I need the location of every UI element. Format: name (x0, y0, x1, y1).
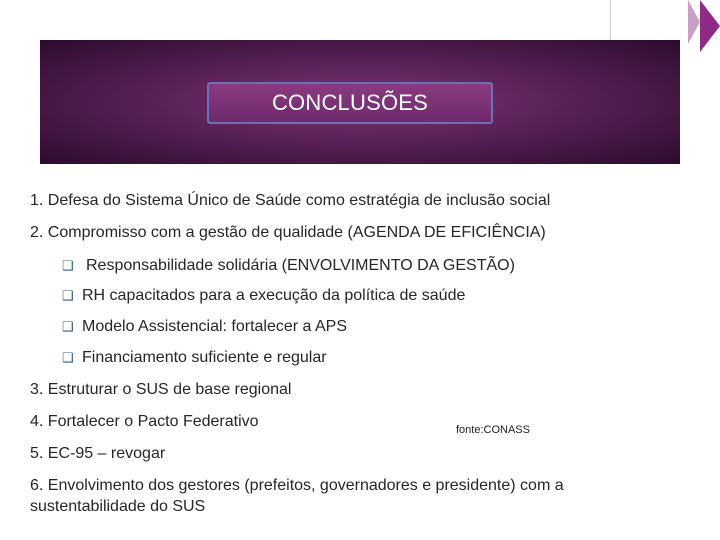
checkbox-bullet-icon: ❑ (62, 350, 74, 365)
conclusion-item-6-continued: sustentabilidade do SUS (30, 498, 206, 515)
sub-item-4: Financiamento suficiente e regular (82, 349, 327, 366)
conclusion-item-6: 6. Envolvimento dos gestores (prefeitos, governadores e presidente) com a (30, 477, 564, 494)
checkbox-bullet-icon: ❑ (62, 258, 74, 273)
checkbox-bullet-icon: ❑ (62, 288, 74, 303)
small-arrow-decoration (688, 0, 700, 44)
conclusion-item-4: 4. Fortalecer o Pacto Federativo (30, 413, 259, 430)
conclusion-item-1: 1. Defesa do Sistema Único de Saúde como estratégia de inclusão social (30, 192, 551, 209)
slide-title: CONCLUSÕES (207, 82, 493, 124)
sub-item-2: RH capacitados para a execução da política de saúde (82, 287, 466, 304)
source-note: fonte:CONASS (456, 424, 530, 436)
checkbox-bullet-icon: ❑ (62, 319, 74, 334)
large-arrow-decoration (700, 0, 720, 52)
sub-item-3: Modelo Assistencial: fortalecer a APS (82, 318, 348, 335)
sub-item-1: Responsabilidade solidária (ENVOLVIMENTO DA GESTÃO) (86, 257, 515, 274)
conclusion-item-5: 5. EC-95 – revogar (30, 445, 166, 462)
conclusion-item-3: 3. Estruturar o SUS de base regional (30, 381, 292, 398)
conclusion-item-2: 2. Compromisso com a gestão de qualidade (AGENDA DE EFICIÊNCIA) (30, 224, 546, 241)
